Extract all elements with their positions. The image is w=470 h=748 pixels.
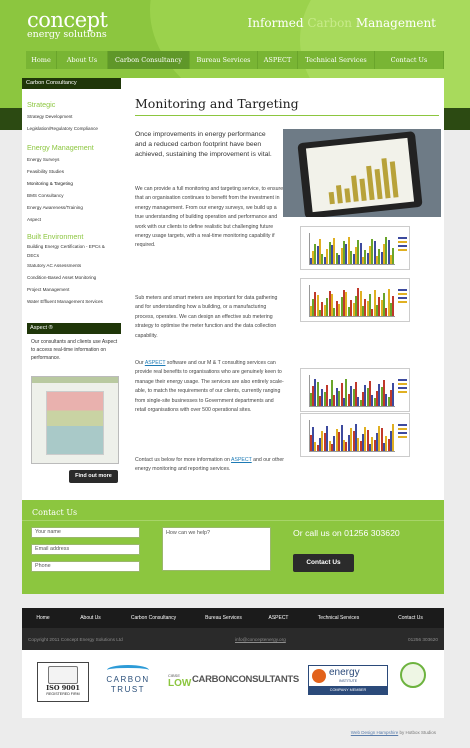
chart-bar	[357, 438, 359, 451]
sidebar-heading: Carbon Consultancy	[22, 78, 121, 89]
aspect-link[interactable]: ASPECT	[231, 457, 252, 463]
message-field[interactable]: How can we help?	[162, 527, 271, 571]
nav-contact-us[interactable]: Contact Us	[375, 51, 444, 69]
name-field[interactable]: Your name	[31, 527, 140, 538]
chart-bar	[336, 253, 338, 264]
chart-bar	[329, 242, 331, 264]
chart-bar	[350, 251, 352, 264]
carbon-trust-swoosh-icon	[107, 665, 149, 675]
chart-bar	[314, 292, 316, 316]
screenshot-chart	[46, 391, 104, 455]
main-nav	[26, 51, 444, 69]
carbon-trust-logo: CARBON TRUST	[98, 665, 158, 705]
copyright: Copyright 2011 Concept Energy Solutions Ltd	[28, 637, 123, 642]
green-certification-icon	[400, 662, 426, 688]
chart-bar	[321, 389, 323, 406]
chart-bar	[385, 308, 387, 316]
sidebar-item-asset-monitoring[interactable]: Condition-Based Asset Monitoring	[27, 275, 97, 280]
chart-bar	[314, 244, 316, 264]
find-out-more-button[interactable]: Find out more	[69, 470, 118, 483]
chart-bar	[329, 291, 331, 316]
aspect-link[interactable]: ASPECT	[144, 360, 166, 366]
accreditation-logos	[22, 650, 444, 718]
title-divider	[135, 115, 439, 116]
chart-bar	[357, 397, 359, 406]
footer-nav-contact-us[interactable]: Contact Us	[398, 615, 423, 621]
chart-bar	[329, 399, 331, 406]
sidebar-section-energy-management: Energy Management	[27, 143, 94, 152]
sidebar-item-energy-awareness[interactable]: Energy Awareness/Training	[27, 205, 83, 210]
aspect-screenshot[interactable]	[31, 376, 119, 464]
chart-bar	[378, 249, 380, 264]
chart-bar	[385, 237, 387, 264]
email-field[interactable]: Email address	[31, 544, 140, 555]
sidebar-item-strategy-development[interactable]: Strategy Development	[27, 114, 73, 119]
call-us-text: Or call us on 01256 303620	[293, 528, 400, 538]
chart-bar	[385, 394, 387, 406]
chart-bar	[343, 398, 345, 406]
phone-field[interactable]: Phone	[31, 561, 140, 572]
report-chart	[300, 413, 410, 457]
sidebar-item-aspect[interactable]: Aspect	[27, 217, 42, 222]
chart-bar	[378, 426, 380, 451]
chart-bar	[392, 424, 394, 451]
footer-nav	[22, 608, 444, 628]
contact-title: Contact Us	[32, 508, 78, 517]
chart-bar	[357, 240, 359, 264]
chart-bar	[350, 386, 352, 406]
sidebar-item-decs[interactable]: DECs	[27, 253, 39, 258]
chart-bar	[350, 428, 352, 451]
contact-section	[22, 500, 444, 594]
tablet-screen	[306, 138, 414, 212]
nav-technical-services[interactable]: Technical Services	[298, 51, 375, 69]
footer-nav-aspect[interactable]: ASPECT	[268, 615, 289, 621]
iso-logo: ISO 9001 REGISTERED FIRM	[37, 662, 89, 702]
paragraph-3: Our ASPECT software and our M & T consulting services can provide real benefits to organisations who are genuinely keen to manage their energy usage. The services are also entirely scale-able, to match the requirements of our clients, currently ranging from single-site businesses to Government departments and retail organisations with over 500 operational sites.	[135, 360, 284, 414]
chart-bar	[364, 427, 366, 451]
sidebar-item-ac-assessments[interactable]: Statutory AC Assessments	[27, 263, 82, 268]
chart-bar	[321, 302, 323, 316]
chart-bar	[336, 301, 338, 316]
chart-bar	[357, 288, 359, 316]
chart-bar	[378, 297, 380, 316]
logo-line1: concept	[27, 8, 108, 32]
energy-institute-icon	[312, 669, 326, 683]
footer-nav-carbon-consultancy[interactable]: Carbon Consultancy	[130, 615, 177, 621]
chart-bar	[364, 385, 366, 406]
report-chart	[300, 226, 410, 270]
footer-email-link[interactable]: info@conceptenergy.org	[235, 637, 286, 642]
chart-bar	[329, 441, 331, 451]
sidebar-item-building-certification[interactable]: Building Energy Certification - EPCs &	[27, 244, 105, 249]
nav-about-us[interactable]: About Us	[57, 51, 108, 69]
tablet-photo	[283, 129, 441, 217]
nav-bureau-services[interactable]: Bureau Services	[190, 51, 258, 69]
sidebar-item-feasibility-studies[interactable]: Feasibility Studies	[27, 169, 65, 174]
tagline: Informed Carbon Management	[247, 16, 436, 30]
chart-bar	[392, 296, 394, 316]
sidebar-section-strategic: Strategic	[27, 100, 56, 109]
chart-bar	[392, 248, 394, 264]
report-chart	[300, 368, 410, 412]
aspect-heading: Aspect ®	[27, 323, 121, 334]
chart-bar	[321, 431, 323, 451]
site-logo[interactable]	[27, 10, 108, 40]
chart-bar	[350, 300, 352, 316]
chart-bar	[371, 239, 373, 264]
chart-bar	[378, 384, 380, 406]
footer-nav-bureau-services[interactable]: Bureau Services	[205, 615, 242, 621]
intro-text: Once improvements in energy performance and a reduced carbon footprint have been achieved, sustaining the improvement is vital.	[135, 131, 272, 158]
sidebar-item-water-effluent[interactable]: Water Effluent Management Services	[27, 299, 103, 304]
chart-bar	[371, 309, 373, 316]
contact-divider	[22, 520, 444, 521]
energy-institute-logo: energy INSTITUTE COMPANY MEMBER	[308, 665, 388, 695]
tablet-device	[297, 131, 422, 217]
web-design-link[interactable]: Web Design Hampshire	[350, 730, 399, 735]
footer-nav-home[interactable]: Home	[36, 615, 50, 621]
sidebar-item-legislation[interactable]: Legislation/Regulatory Compliance	[27, 126, 98, 131]
chart-bar	[314, 442, 316, 451]
footer-nav-about-us[interactable]: About Us	[80, 615, 101, 621]
chart-bar	[343, 241, 345, 264]
chart-bar	[343, 290, 345, 316]
sidebar-item-bms-consultancy[interactable]: BMS Consultancy	[27, 193, 64, 198]
chart-bar	[392, 383, 394, 406]
paragraph-4: Contact us below for more information on ASPECT and our other energy monitoring and reporting services.	[135, 457, 285, 473]
low-carbon-consultants-logo: CIBSE LOW CARBONCONSULTANTS	[168, 673, 299, 689]
aspect-description: Our consultants and clients use Aspect to access real-time information on performance.	[31, 339, 118, 361]
chart-bar	[314, 379, 316, 406]
footer-bar	[22, 628, 444, 650]
sidebar	[27, 97, 119, 308]
page-title: Monitoring and Targeting	[135, 96, 299, 111]
chart-bar	[336, 388, 338, 406]
chart-bar	[321, 254, 323, 264]
nav-carbon-consultancy[interactable]: Carbon Consultancy	[108, 51, 190, 69]
chart-bar	[364, 250, 366, 264]
nav-home[interactable]: Home	[26, 51, 57, 69]
chart-bar	[371, 437, 373, 451]
contact-us-button[interactable]: Contact Us	[293, 554, 354, 572]
paragraph-2: Sub meters and smart meters are important for data gathering and for understanding how a building, or a manufacturing process, operates. We can design an effective sub metering strategy to optimise the meter function and the data collection capability.	[135, 295, 278, 339]
sidebar-item-project-management[interactable]: Project Management	[27, 287, 70, 292]
sidebar-item-energy-surveys[interactable]: Energy Surveys	[27, 157, 60, 162]
report-chart	[300, 278, 410, 322]
footer-phone: 01256 303620	[408, 637, 438, 642]
logo-line2: energy solutions	[27, 29, 107, 40]
chart-bar	[371, 395, 373, 406]
sidebar-item-monitoring-targeting[interactable]: Monitoring & Targeting	[27, 181, 73, 186]
paragraph-1: We can provide a full monitoring and targeting service, to ensure that an organisation continues to benefit from the investment in energy management. From our energy surveys, we build up a true understanding of building operation and performance and work with our clients to define realistic but challenging future energy usage targets, with a real-time monitoring capability if required.	[135, 186, 284, 249]
nav-aspect[interactable]: ASPECT	[258, 51, 298, 69]
site-credit: Web Design Hampshire by Hotbox Studios	[350, 730, 436, 735]
chart-bar	[385, 436, 387, 451]
screenshot-titlebar	[32, 377, 118, 383]
iso-badge-icon	[48, 666, 78, 684]
footer-nav-technical-services[interactable]: Technical Services	[317, 615, 360, 621]
chart-bar	[343, 440, 345, 451]
chart-bar	[364, 299, 366, 316]
chart-bar	[336, 429, 338, 451]
sidebar-section-built-environment: Built Environment	[27, 232, 84, 241]
